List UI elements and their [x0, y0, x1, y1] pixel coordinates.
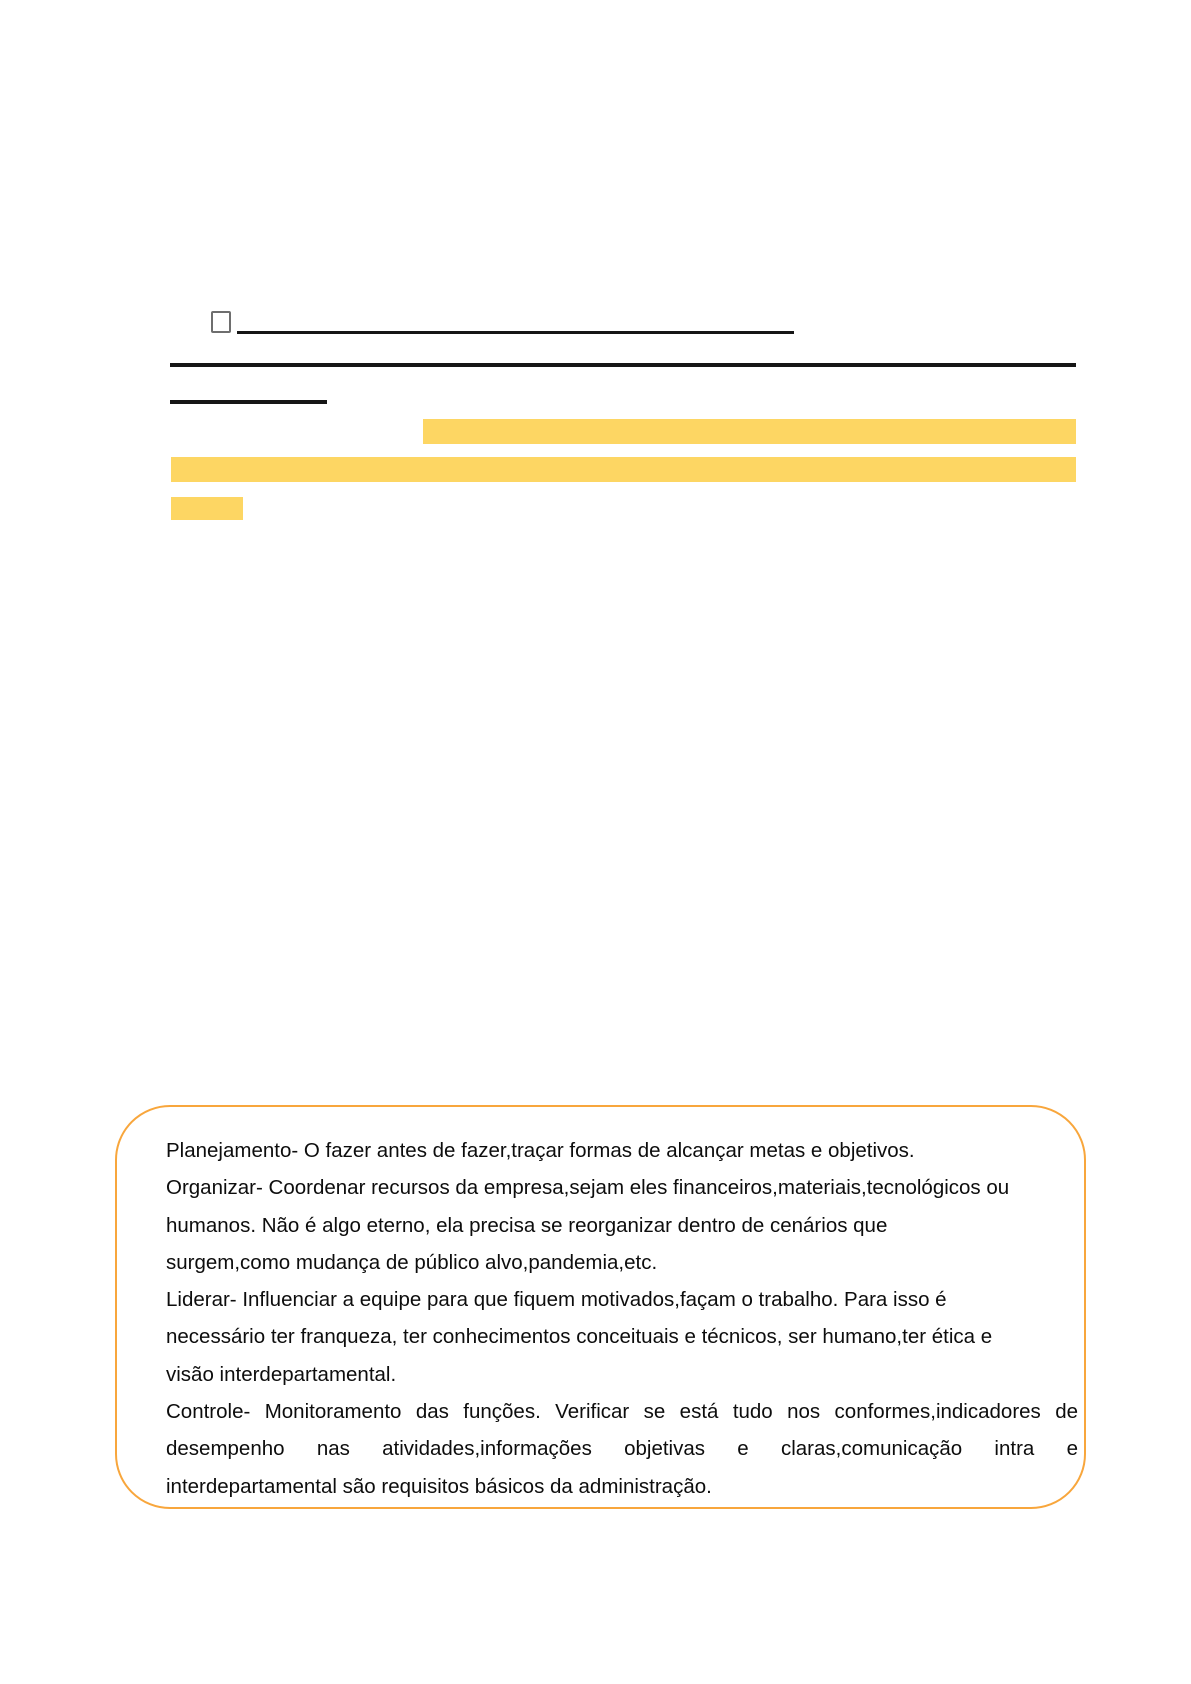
answer-line-controle: Controle- Monitoramento das funções. Verificar se está tudo nos conformes,indicadores de: [166, 1400, 1078, 1424]
full-width-rule: [170, 363, 1076, 367]
highlight-bar-middle: [171, 457, 1076, 482]
short-answer-blank-line: [170, 400, 327, 404]
answer-line-organizar: Organizar- Coordenar recursos da empresa,sejam eles financeiros,materiais,tecnológicos ou: [166, 1176, 1010, 1200]
answer-line-liderar: Liderar- Influenciar a equipe para que fiquem motivados,façam o trabalho. Para isso é: [166, 1288, 947, 1312]
highlight-bar-small: [171, 497, 243, 520]
answer-line: visão interdepartamental.: [166, 1362, 397, 1386]
answer-line: surgem,como mudança de público alvo,pandemia,etc.: [166, 1250, 658, 1274]
highlight-bar-top: [423, 419, 1076, 444]
checkbox-answer-blank-line: [237, 331, 794, 334]
checkbox[interactable]: [211, 311, 231, 333]
answer-line: necessário ter franqueza, ter conhecimentos conceituais e técnicos, ser humano,ter ética e: [166, 1325, 993, 1349]
answer-line: humanos. Não é algo eterno, ela precisa se reorganizar dentro de cenários que: [166, 1213, 888, 1237]
answer-line-planejamento: Planejamento- O fazer antes de fazer,traçar formas de alcançar metas e objetivos.: [166, 1139, 915, 1162]
answer-line: desempenho nas atividades,informações objetivas e claras,comunicação intra e: [166, 1437, 1078, 1461]
answer-text-block: [166, 1132, 1078, 1505]
answer-line: interdepartamental são requisitos básicos da administração.: [166, 1474, 712, 1498]
